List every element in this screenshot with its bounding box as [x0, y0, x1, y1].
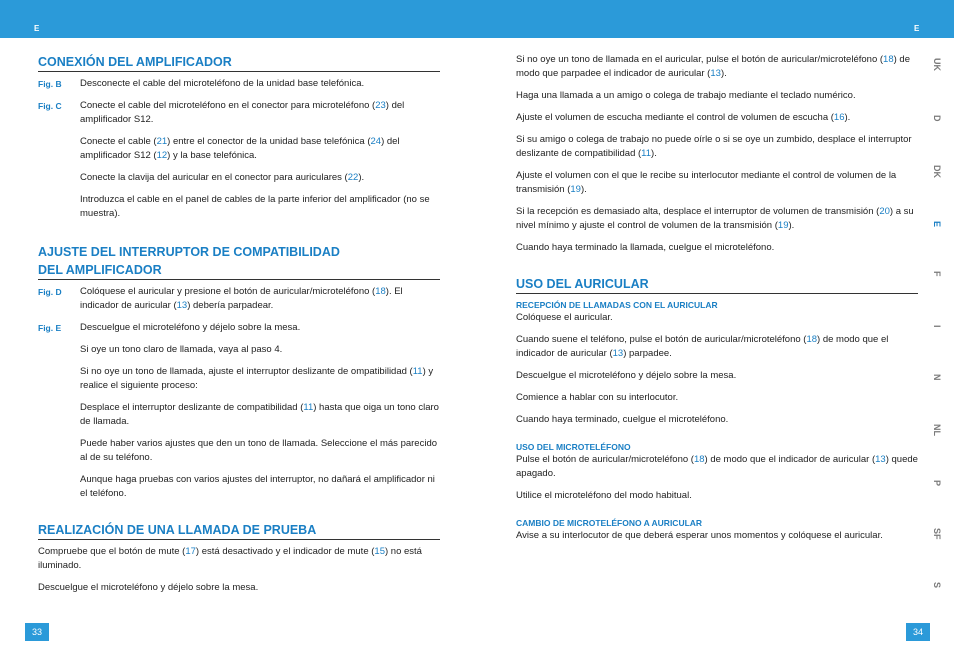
- page-number-left: 33: [25, 623, 49, 641]
- right-page-content: [516, 53, 918, 551]
- part-number: 19: [570, 184, 581, 195]
- left-page-content: [38, 53, 440, 603]
- paragraph: Comience a hablar con su interlocutor.: [516, 392, 679, 403]
- part-number: 18: [806, 334, 818, 345]
- paragraph: Aunque haga pruebas con varios ajustes del interruptor, no dañará el amplificador ni el teléfono.: [80, 474, 435, 499]
- part-number: 13: [612, 348, 624, 359]
- language-tab-e[interactable]: E: [932, 221, 942, 228]
- part-number: 18: [883, 54, 894, 65]
- paragraph: Avise a su interlocutor de que deberá esperar unos momentos y colóquese el auricular.: [516, 530, 883, 541]
- language-tab-dk[interactable]: DK: [932, 165, 942, 178]
- section-title-uso-auricular: USO DEL AURICULAR: [516, 275, 918, 294]
- paragraph: Si no oye un tono de llamada en el auricular, pulse el botón de auricular/microteléfono (18) de modo que parpadee el indicador de auricular (13).: [516, 54, 910, 79]
- part-number: 24: [370, 136, 382, 147]
- language-tab-i[interactable]: I: [932, 325, 942, 328]
- part-number: 11: [303, 402, 314, 413]
- page-number-right: 34: [906, 623, 930, 641]
- part-number: 12: [156, 150, 168, 161]
- paragraph: Puede haber varios ajustes que den un tono de llamada. Seleccione el más parecido al de su teléfono.: [80, 438, 438, 463]
- language-tab-d[interactable]: D: [932, 115, 942, 122]
- paragraph: Descuelgue el microteléfono y déjelo sobre la mesa.: [516, 370, 737, 381]
- part-number: 20: [879, 206, 890, 217]
- paragraph: Pulse el botón de auricular/microteléfono (18) de modo que el indicador de auricular (13) quede apagado.: [516, 454, 918, 479]
- part-number: 17: [185, 546, 196, 557]
- paragraph: Conecte el cable (21) entre el conector de la unidad base telefónica (24) del amplificador S12 (12) y la base telefónica.: [80, 136, 400, 161]
- paragraph: Cuando haya terminado la llamada, cuelgue el microteléfono.: [516, 242, 775, 253]
- figure-ref-b: Fig. B: [38, 79, 62, 89]
- section-title-ajuste-1: AJUSTE DEL INTERRUPTOR DE COMPATIBILIDAD: [38, 245, 340, 259]
- part-number: 22: [347, 172, 359, 183]
- language-tab-s[interactable]: S: [932, 582, 942, 589]
- language-tab-p[interactable]: P: [932, 480, 942, 487]
- part-number: 16: [833, 112, 845, 123]
- figure-ref-c: Fig. C: [38, 101, 62, 111]
- figure-ref-d: Fig. D: [38, 287, 62, 297]
- paragraph: Si la recepción es demasiado alta, desplace el interruptor de volumen de transmisión (20) a su nivel mínimo y ajuste el control de volumen de la transmisión (19).: [516, 206, 914, 231]
- step-text: Colóquese el auricular y presione el botón de auricular/microteléfono (18). El indicador de auricular (13) debería parpadear.: [80, 286, 403, 311]
- language-tab-uk[interactable]: UK: [932, 58, 942, 71]
- language-tab-sf[interactable]: SF: [932, 528, 942, 540]
- step-text: Descuelgue el microteléfono y déjelo sobre la mesa.: [80, 322, 301, 333]
- language-tab-nl[interactable]: NL: [932, 424, 942, 436]
- paragraph: Haga una llamada a un amigo o colega de trabajo mediante el teclado numérico.: [516, 90, 856, 101]
- language-tab-n[interactable]: N: [932, 374, 942, 381]
- figure-ref-e: Fig. E: [38, 323, 62, 333]
- language-marker-right: E: [914, 24, 920, 33]
- part-number: 18: [375, 286, 386, 297]
- step-fig-c: [38, 99, 440, 127]
- paragraph: Si no oye un tono de llamada, ajuste el interruptor deslizante de ompatibilidad (11) y realice el siguiente proceso:: [80, 366, 434, 391]
- section-title-llamada-prueba: REALIZACIÓN DE UNA LLAMADA DE PRUEBA: [38, 521, 440, 540]
- paragraph: Cuando haya terminado, cuelgue el microteléfono.: [516, 414, 729, 425]
- part-number: 15: [374, 546, 385, 557]
- part-number: 13: [710, 68, 721, 79]
- subsection-title-microtelefono: USO DEL MICROTELÉFONO: [516, 442, 631, 452]
- paragraph: Ajuste el volumen de escucha mediante el control de volumen de escucha (16).: [516, 112, 851, 123]
- subsection-title-recepcion: RECEPCIÓN DE LLAMADAS CON EL AURICULAR: [516, 300, 718, 310]
- part-number: 13: [176, 300, 188, 311]
- step-text: Desconecte el cable del microteléfono de la unidad base telefónica.: [80, 78, 365, 89]
- step-fig-d: [38, 285, 440, 313]
- part-number: 11: [641, 148, 652, 159]
- language-tabs: [918, 58, 942, 598]
- section-title-conexion: CONEXIÓN DEL AMPLIFICADOR: [38, 53, 440, 72]
- step-fig-b: [38, 77, 440, 91]
- subsection-title-cambio: CAMBIO DE MICROTELÉFONO A AURICULAR: [516, 518, 703, 528]
- section-title-ajuste-2: DEL AMPLIFICADOR: [38, 261, 440, 280]
- paragraph: Descuelgue el microteléfono y déjelo sobre la mesa.: [38, 582, 259, 593]
- paragraph: Utilice el microteléfono del modo habitual.: [516, 490, 692, 501]
- step-fig-e: [38, 321, 440, 335]
- paragraph: Desplace el interruptor deslizante de compatibilidad (11) hasta que oiga un tono claro de llamada.: [80, 402, 439, 427]
- paragraph: Conecte la clavija del auricular en el conector para auriculares (22).: [80, 172, 365, 183]
- paragraph: Ajuste el volumen con el que le recibe su interlocutor mediante el control de volumen de la transmisión (19).: [516, 170, 897, 195]
- header-bar: [0, 0, 954, 38]
- paragraph: Compruebe que el botón de mute (17) está desactivado y el indicador de mute (15) no está iluminado.: [38, 546, 422, 571]
- part-number: 19: [777, 220, 789, 231]
- paragraph: Si su amigo o colega de trabajo no puede oírle o si se oye un zumbido, desplace el interruptor deslizante de compatibilidad (11).: [516, 134, 912, 159]
- part-number: 23: [375, 100, 386, 111]
- paragraph: Si oye un tono claro de llamada, vaya al paso 4.: [80, 344, 283, 355]
- part-number: 13: [875, 454, 886, 465]
- paragraph: Colóquese el auricular.: [516, 312, 613, 323]
- part-number: 11: [412, 366, 423, 377]
- language-tab-f[interactable]: F: [932, 271, 942, 277]
- part-number: 18: [693, 454, 705, 465]
- paragraph: Introduzca el cable en el panel de cables de la parte inferior del amplificador (no se muestra).: [80, 194, 430, 219]
- step-text: Conecte el cable del microteléfono en el conector para microteléfono (23) del amplificador S12.: [80, 100, 405, 125]
- language-marker-left: E: [34, 24, 40, 33]
- paragraph: Cuando suene el teléfono, pulse el botón de auricular/microteléfono (18) de modo que el indicador de auricular (13) parpadee.: [516, 334, 889, 359]
- part-number: 21: [156, 136, 168, 147]
